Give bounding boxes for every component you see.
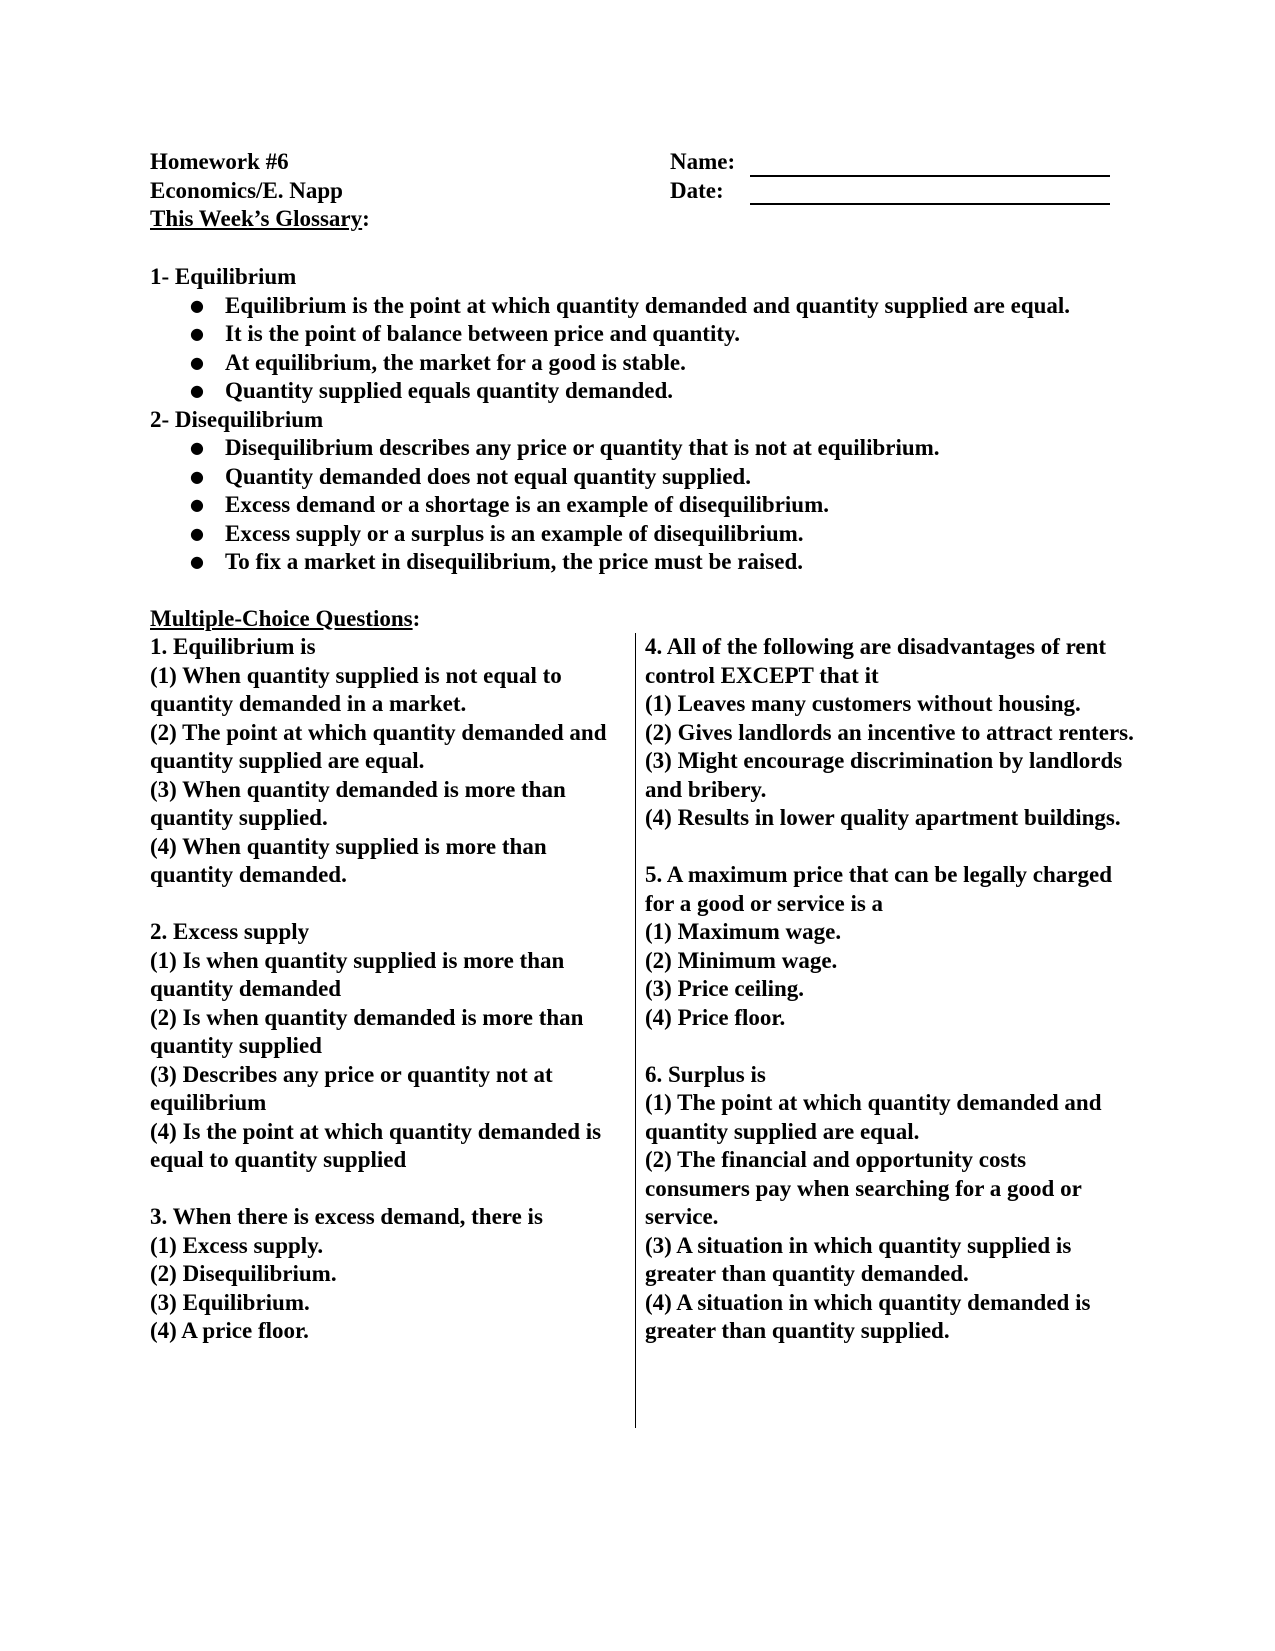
answer-option[interactable]: (4) A price floor. [150, 1318, 309, 1343]
bullet-text: It is the point of balance between price and quantity. [225, 321, 740, 346]
term-title: 1- Equilibrium [150, 264, 297, 289]
bullet-item [190, 292, 1130, 321]
bullet-dot-icon: ● [190, 466, 204, 486]
date-label: Date: [670, 177, 724, 203]
header-right [670, 148, 1110, 205]
answer-option[interactable]: (4) Price floor. [645, 1004, 786, 1030]
bullet-text: At equilibrium, the market for a good is stable. [225, 349, 686, 375]
answer-option[interactable]: (2) Disequilibrium. [150, 1261, 337, 1286]
bullet-item [190, 520, 1130, 549]
question-stem: 4. All of the following are disadvantages of rent control EXCEPT that it [645, 634, 1107, 688]
answer-option[interactable]: (3) Price ceiling. [645, 976, 805, 1001]
glossary-heading: This Week’s Glossary [150, 206, 363, 231]
question-stem: 1. Equilibrium is [150, 634, 316, 659]
question-2 [150, 918, 630, 1175]
answer-option[interactable]: (3) Might encourage discrimination by landlords and bribery. [645, 748, 1123, 802]
glossary-heading-row [150, 205, 370, 234]
bullet-dot-icon: ● [190, 523, 204, 543]
bullet-dot-icon: ● [190, 438, 204, 457]
homework-number: Homework #6 [150, 149, 289, 174]
bullet-dot-icon: ● [190, 295, 204, 315]
bullet-dot-icon: ● [190, 495, 204, 514]
glossary-term-disequilibrium [150, 406, 1130, 577]
bullet-item [190, 548, 1130, 577]
question-stem: 2. Excess supply [150, 919, 310, 944]
worksheet-header [150, 148, 1130, 235]
mc-heading-colon: : [412, 605, 421, 631]
question-stem: 6. Surplus is [645, 1061, 766, 1087]
answer-option[interactable]: (3) Equilibrium. [150, 1289, 310, 1315]
answer-option[interactable]: (1) When quantity supplied is not equal to quantity demanded in a market. [150, 662, 562, 716]
bullet-text: Quantity demanded does not equal quantity supplied. [225, 463, 751, 489]
bullet-item [190, 491, 1130, 520]
mc-heading: Multiple-Choice Questions [150, 605, 413, 631]
answer-option[interactable]: (2) Minimum wage. [645, 947, 838, 973]
bullet-text: Quantity supplied equals quantity demanded. [225, 378, 673, 403]
name-label: Name: [670, 149, 736, 174]
mc-columns [150, 633, 1134, 1433]
bullet-dot-icon: ● [190, 352, 204, 372]
column-divider [635, 633, 636, 1428]
date-blank-line[interactable] [750, 183, 1110, 205]
bullet-text: Disequilibrium describes any price or quantity that is not at equilibrium. [225, 435, 940, 460]
question-5 [645, 861, 1135, 1032]
question-stem: 5. A maximum price that can be legally charged for a good or service is a [645, 862, 1112, 916]
glossary-section [150, 263, 1130, 577]
question-4 [645, 633, 1135, 833]
bullet-dot-icon: ● [190, 552, 204, 571]
answer-option[interactable]: (2) Is when quantity demanded is more than quantity supplied [150, 1004, 584, 1058]
bullet-dot-icon: ● [190, 381, 204, 400]
mc-heading-row [150, 605, 1130, 634]
answer-option[interactable]: (1) Leaves many customers without housing. [645, 691, 1081, 716]
term-bullets [150, 292, 1130, 406]
mc-right-column [645, 633, 1135, 1346]
question-3 [150, 1203, 630, 1346]
answer-option[interactable]: (1) The point at which quantity demanded and quantity supplied are equal. [645, 1090, 1102, 1144]
mc-left-column [150, 633, 630, 1346]
bullet-item [190, 377, 1130, 406]
course-name: Economics/E. Napp [150, 177, 343, 203]
bullet-text: Excess demand or a shortage is an example of disequilibrium. [225, 492, 829, 517]
bullet-item [190, 349, 1130, 378]
answer-option[interactable]: (4) Results in lower quality apartment buildings. [645, 805, 1121, 830]
answer-option[interactable]: (4) Is the point at which quantity demanded is equal to quantity supplied [150, 1118, 602, 1172]
answer-option[interactable]: (3) When quantity demanded is more than quantity supplied. [150, 776, 566, 830]
header-left [150, 148, 370, 234]
question-stem: 3. When there is excess demand, there is [150, 1204, 543, 1229]
bullet-item [190, 463, 1130, 492]
answer-option[interactable]: (1) Maximum wage. [645, 919, 842, 944]
answer-option[interactable]: (2) The financial and opportunity costs consumers pay when searching for a good or service. [645, 1147, 1082, 1229]
answer-option[interactable]: (4) When quantity supplied is more than quantity demanded. [150, 833, 547, 887]
bullet-item [190, 320, 1130, 349]
bullet-text: To fix a market in disequilibrium, the price must be raised. [225, 549, 803, 574]
bullet-dot-icon: ● [190, 324, 204, 343]
question-1 [150, 633, 630, 890]
name-row [670, 148, 1110, 177]
bullet-text: Equilibrium is the point at which quantity demanded and quantity supplied are equal. [225, 292, 1071, 318]
answer-option[interactable]: (3) Describes any price or quantity not at equilibrium [150, 1061, 553, 1115]
answer-option[interactable]: (3) A situation in which quantity supplied is greater than quantity demanded. [645, 1232, 1072, 1286]
name-blank-line[interactable] [750, 155, 1110, 177]
term-title: 2- Disequilibrium [150, 406, 324, 432]
date-row [670, 177, 1110, 206]
answer-option[interactable]: (1) Is when quantity supplied is more than quantity demanded [150, 947, 565, 1001]
answer-option[interactable]: (2) Gives landlords an incentive to attract renters. [645, 719, 1134, 745]
bullet-text: Excess supply or a surplus is an example of disequilibrium. [225, 520, 804, 546]
glossary-term-equilibrium [150, 263, 1130, 406]
term-bullets [150, 434, 1130, 577]
glossary-heading-colon: : [362, 206, 370, 231]
answer-option[interactable]: (4) A situation in which quantity demanded is greater than quantity supplied. [645, 1289, 1091, 1343]
worksheet-page [150, 148, 1134, 1433]
bullet-item [190, 434, 1130, 463]
question-6 [645, 1061, 1135, 1346]
answer-option[interactable]: (1) Excess supply. [150, 1232, 324, 1258]
answer-option[interactable]: (2) The point at which quantity demanded and quantity supplied are equal. [150, 719, 607, 773]
